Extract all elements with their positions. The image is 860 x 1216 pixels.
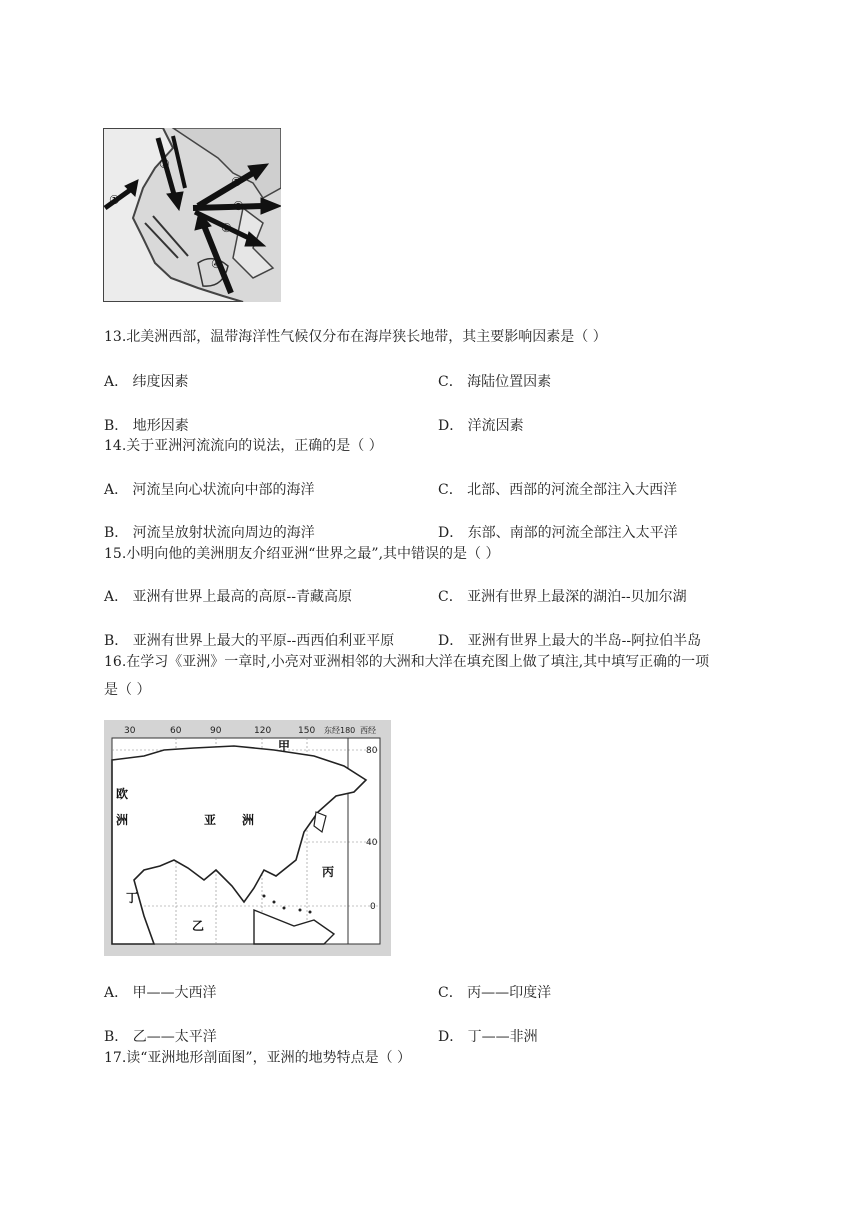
tick-60: 60 xyxy=(170,726,182,736)
asia-map-svg xyxy=(104,720,391,956)
tick-120: 120 xyxy=(254,726,272,736)
tick-0: 0 xyxy=(370,902,376,912)
asia-map xyxy=(104,720,391,956)
tick-150: 150 xyxy=(298,726,316,736)
q16-option-c[interactable]: C． 丙——印度洋 xyxy=(438,985,552,1001)
q13-option-c[interactable]: C． 海陆位置因素 xyxy=(438,374,552,390)
marker-2b: ② xyxy=(233,199,244,213)
q14-option-c[interactable]: C． 北部、西部的河流全部注入大西洋 xyxy=(438,482,678,498)
tick-40: 40 xyxy=(366,838,378,848)
q15-option-d[interactable]: D． 亚洲有世界上最大的半岛--阿拉伯半岛 xyxy=(438,633,702,649)
q14-option-d[interactable]: D． 东部、南部的河流全部注入太平洋 xyxy=(438,525,678,541)
q15-option-b[interactable]: B． 亚洲有世界上最大的平原--西西伯利亚平原 xyxy=(104,633,395,649)
label-jia: 甲 xyxy=(278,739,291,753)
north-america-wind-map xyxy=(103,128,281,302)
q13-option-b[interactable]: B． 地形因素 xyxy=(104,418,189,434)
tick-west: 西经 xyxy=(360,726,376,735)
tick-80: 80 xyxy=(366,746,378,756)
question-13-stem: 13.北美洲西部，温带海洋性气候仅分布在海岸狭长地带，其主要影响因素是（ ） xyxy=(104,329,607,345)
q15-option-a[interactable]: A． 亚洲有世界上最高的高原--青藏高原 xyxy=(104,589,353,605)
label-zhou2: 洲 xyxy=(242,813,255,827)
q16-option-d[interactable]: D． 丁——非洲 xyxy=(438,1029,538,1045)
question-16-stem-line1: 16.在学习《亚洲》一章时,小亮对亚洲相邻的大洲和大洋在填充图上做了填注,其中填写正确的一项 xyxy=(104,654,710,670)
label-ding: 丁 xyxy=(126,891,139,905)
q13-option-a[interactable]: A． 纬度因素 xyxy=(104,374,189,390)
tick-30: 30 xyxy=(124,726,136,736)
question-16-stem-line2: 是（ ） xyxy=(104,682,151,698)
marker-3: ③ xyxy=(159,157,170,171)
marker-2a: ② xyxy=(231,175,242,189)
q13-option-d[interactable]: D． 洋流因素 xyxy=(438,418,524,434)
marker-2c: ② xyxy=(221,221,232,235)
label-ou: 欧 xyxy=(116,787,129,801)
question-14-stem: 14.关于亚洲河流流向的说法，正确的是（ ） xyxy=(104,438,383,454)
q15-option-c[interactable]: C． 亚洲有世界上最深的湖泊--贝加尔湖 xyxy=(438,589,687,605)
label-yi: 乙 xyxy=(192,919,205,933)
tick-180e: 东经180 xyxy=(324,726,356,735)
question-15-stem: 15.小明向他的美洲朋友介绍亚洲“世界之最”,其中错误的是（ ） xyxy=(104,546,500,562)
q14-option-a[interactable]: A． 河流呈向心状流向中部的海洋 xyxy=(104,482,315,498)
label-bing: 丙 xyxy=(322,865,335,879)
tick-90: 90 xyxy=(210,726,222,736)
marker-1: ① xyxy=(109,193,120,207)
label-ya: 亚 xyxy=(204,813,217,827)
marker-4: ④ xyxy=(211,257,222,271)
question-17-stem: 17.读“亚洲地形剖面图”，亚洲的地势特点是（ ） xyxy=(104,1050,412,1066)
q16-option-b[interactable]: B． 乙——太平洋 xyxy=(104,1029,217,1045)
q16-option-a[interactable]: A． 甲——大西洋 xyxy=(104,985,217,1001)
label-zhou: 洲 xyxy=(116,813,129,827)
q14-option-b[interactable]: B． 河流呈放射状流向周边的海洋 xyxy=(104,525,315,541)
north-america-wind-map-svg xyxy=(103,128,281,302)
